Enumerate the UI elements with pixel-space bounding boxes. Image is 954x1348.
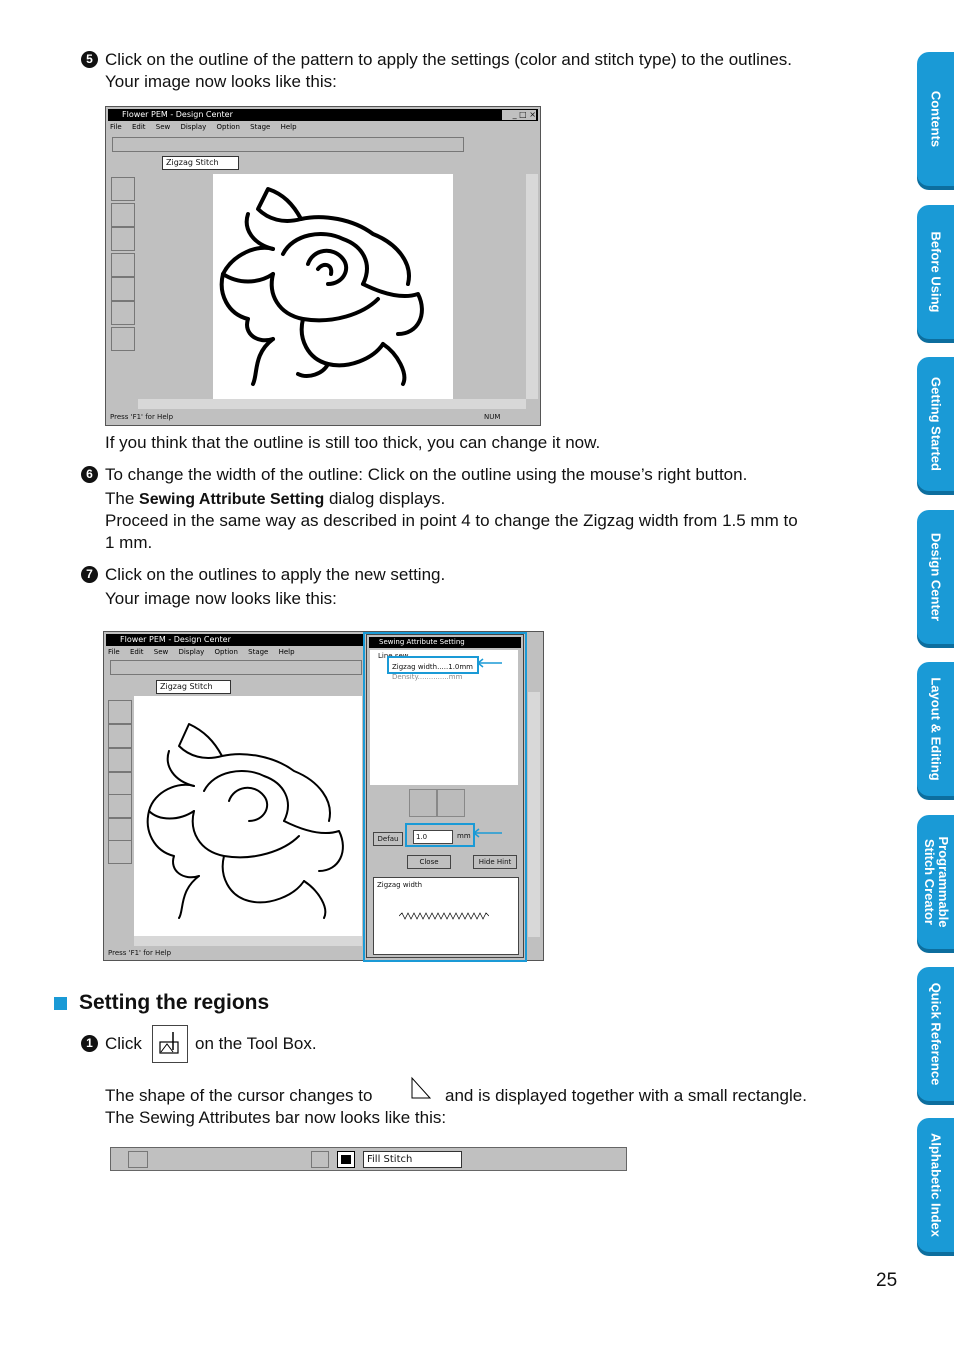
menu-bar [110,123,536,131]
zoom-in-icon[interactable] [108,794,132,818]
menu-edit[interactable]: Edit [131,123,146,131]
zoom-out-icon[interactable] [108,840,132,864]
status-help-text: Press 'F1' for Help [108,949,172,957]
tab-alphabetic-index[interactable]: Alphabetic Index [917,1118,954,1252]
step-7-badge: 7 [81,566,98,583]
region-tool-icon [152,1025,188,1063]
step-5-text-2: Your image now looks like this: [105,72,337,91]
region-tool-icon[interactable] [111,177,135,201]
step-6-text: To change the width of the outline: Click on the outline using the mouse’s right button. [105,465,748,484]
tab-getting-started[interactable]: Getting Started [917,357,954,491]
arrow-to-tree-icon [476,658,502,668]
step-6-text-3: Proceed in the same way as described in point 4 to change the Zigzag width from 1.5 mm to [105,511,798,530]
dialog-title: Sewing Attribute Setting [369,637,521,648]
menu-stage[interactable]: Stage [250,123,271,131]
value-highlight [405,823,475,847]
step-5-badge: 5 [81,51,98,68]
outline-tool-icon[interactable] [111,203,135,227]
rose-outline-thick [213,174,453,399]
status-num: NUM [484,413,501,421]
region-step-1-post: on the Tool Box. [195,1034,317,1053]
menu-file[interactable]: File [108,648,120,656]
menu-file[interactable]: File [110,123,122,131]
horizontal-scrollbar[interactable] [134,936,362,946]
step-6-text-4: 1 mm. [105,533,153,552]
default-button[interactable]: Defau [373,832,403,846]
circle-tool-icon[interactable] [111,253,135,277]
close-button[interactable]: Close [407,855,451,869]
tree-zigzag-width[interactable]: Zigzag width.....1.0mm [392,663,474,671]
bar-text: The Sewing Attributes bar now looks like this: [105,1108,447,1127]
dialog-name: Sewing Attribute Setting [139,491,325,508]
line-tool-icon[interactable] [108,748,132,772]
cursor-arrow-icon [410,1076,432,1102]
circle-tool-icon[interactable] [108,772,132,796]
region-step-1-badge: 1 [81,1035,98,1052]
vertical-scrollbar[interactable] [528,692,540,937]
section-title: Setting the regions [79,991,270,1014]
sewing-attributes-bar [110,1147,627,1171]
hide-hint-button[interactable]: Hide Hint [473,855,517,869]
zigzag-width-highlight [387,656,479,674]
step-7-text-2: Your image now looks like this: [105,589,337,608]
menu-stage[interactable]: Stage [248,648,269,656]
arrow-to-value-icon [472,828,502,838]
vertical-scrollbar[interactable] [526,174,538,399]
window-controls: _ □ × [502,110,536,120]
screenshot-design-center-1 [105,106,541,426]
cursor-text-pre: The shape of the cursor changes to [105,1086,373,1105]
region-step-1-pre: Click [105,1034,142,1053]
color-swatch-icon[interactable] [337,1151,355,1168]
tab-contents[interactable]: Contents [917,52,954,186]
step-6-post: dialog displays. [328,489,446,508]
width-value-input[interactable]: 1.0 [413,830,453,844]
tab-quick-reference[interactable]: Quick Reference [917,967,954,1101]
menu-help[interactable]: Help [278,648,295,656]
window-title: Flower PEM - Design Center [108,109,538,121]
tab-layout-editing[interactable]: Layout & Editing [917,662,954,796]
hint-title: Zigzag width [377,881,423,889]
line-tool-icon[interactable] [111,227,135,251]
zoom-fit-icon[interactable] [111,301,135,325]
stitch-pattern-icon[interactable] [311,1151,329,1168]
menu-help[interactable]: Help [280,123,297,131]
tab-before-using[interactable]: Before Using [917,205,954,339]
region-tool-icon[interactable] [108,700,132,724]
menu-display[interactable]: Display [180,123,207,131]
toolbar [110,660,362,675]
step-6-pre: The [105,489,135,508]
horizontal-scrollbar[interactable] [138,399,526,409]
stitch-type-select[interactable]: Zigzag Stitch [162,156,239,170]
page-number: 25 [876,1270,898,1291]
tab-design-center[interactable]: Design Center [917,510,954,644]
menu-sew[interactable]: Sew [155,123,171,131]
menu-option[interactable]: Option [216,123,240,131]
canvas-area[interactable] [213,174,453,399]
line-sew-icon[interactable] [128,1151,148,1168]
tab-programmable-stitch-creator[interactable]: Programmable Stitch Creator [917,815,954,949]
menu-option[interactable]: Option [214,648,238,656]
rose-outline-thin [134,696,362,936]
menu-edit[interactable]: Edit [129,648,144,656]
window-title: Flower PEM - Design Center [106,634,363,646]
tree-root[interactable]: Line sew [378,652,409,660]
step-7-text: Click on the outlines to apply the new setting. [105,565,446,584]
step-5-text: Click on the outline of the pattern to apply the settings (color and stitch type) to the outlines. [105,50,793,69]
dialog-highlight-frame [363,632,527,962]
canvas-area[interactable] [134,696,362,936]
zoom-in-icon[interactable] [111,277,135,301]
menu-sew[interactable]: Sew [153,648,169,656]
step-6-text-2 [105,488,445,511]
fill-stitch-select[interactable]: Fill Stitch [363,1151,462,1168]
tree-density[interactable]: Density..............mm [392,673,463,681]
status-help-text: Press 'F1' for Help [110,413,174,421]
outline-tool-icon[interactable] [108,724,132,748]
cursor-text-post: and is displayed together with a small rectangle. [445,1086,807,1105]
note-outline-thick: If you think that the outline is still too thick, you can change it now. [105,433,601,452]
width-unit: mm [457,832,471,840]
menu-display[interactable]: Display [178,648,205,656]
step-6-badge: 6 [81,466,98,483]
zoom-fit-icon[interactable] [108,818,132,842]
stitch-type-select[interactable]: Zigzag Stitch [156,680,231,694]
section-bullet-icon [54,997,67,1010]
zoom-out-icon[interactable] [111,327,135,351]
toolbar [112,137,464,152]
